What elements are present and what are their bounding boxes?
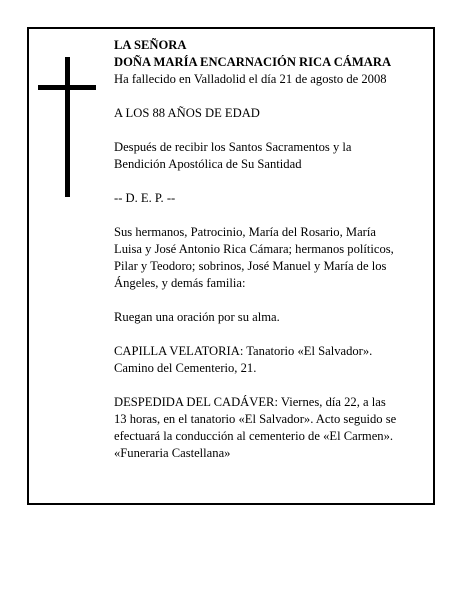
farewell-line: efectuará la conducción al cementerio de «El Carmen». xyxy=(114,429,394,443)
death-date-line: Ha fallecido en Valladolid el día 21 de agosto de 2008 xyxy=(114,72,387,86)
deceased-title: LA SEÑORA xyxy=(114,38,187,52)
obituary-text xyxy=(114,37,432,462)
funeral-home-line: «Funeraria Castellana» xyxy=(114,446,231,460)
chapel-line: Camino del Cementerio, 21. xyxy=(114,361,257,375)
family-line: Sus hermanos, Patrocinio, María del Rosario, María xyxy=(114,225,376,239)
cross-icon xyxy=(65,57,70,197)
cross-icon-crossbar xyxy=(38,85,96,90)
rip-line: -- D. E. P. -- xyxy=(114,191,176,205)
farewell-paragraph xyxy=(114,394,432,462)
farewell-line: DESPEDIDA DEL CADÁVER: Viernes, día 22, a las xyxy=(114,395,386,409)
sacraments-paragraph xyxy=(114,139,432,173)
family-paragraph xyxy=(114,224,432,292)
prayer-line: Ruegan una oración por su alma. xyxy=(114,310,280,324)
family-line: Ángeles, y demás familia: xyxy=(114,276,246,290)
sacraments-line: Después de recibir los Santos Sacramentos y la xyxy=(114,140,352,154)
age-line: A LOS 88 AÑOS DE EDAD xyxy=(114,106,260,120)
family-line: Luisa y José Antonio Rica Cámara; hermanos políticos, xyxy=(114,242,394,256)
chapel-paragraph xyxy=(114,343,432,377)
chapel-line: CAPILLA VELATORIA: Tanatorio «El Salvador». xyxy=(114,344,373,358)
deceased-name: DOÑA MARÍA ENCARNACIÓN RICA CÁMARA xyxy=(114,55,392,69)
farewell-line: 13 horas, en el tanatorio «El Salvador». Acto seguido se xyxy=(114,412,397,426)
sacraments-line: Bendición Apostólica de Su Santidad xyxy=(114,157,302,171)
family-line: Pilar y Teodoro; sobrinos, José Manuel y María de los xyxy=(114,259,387,273)
